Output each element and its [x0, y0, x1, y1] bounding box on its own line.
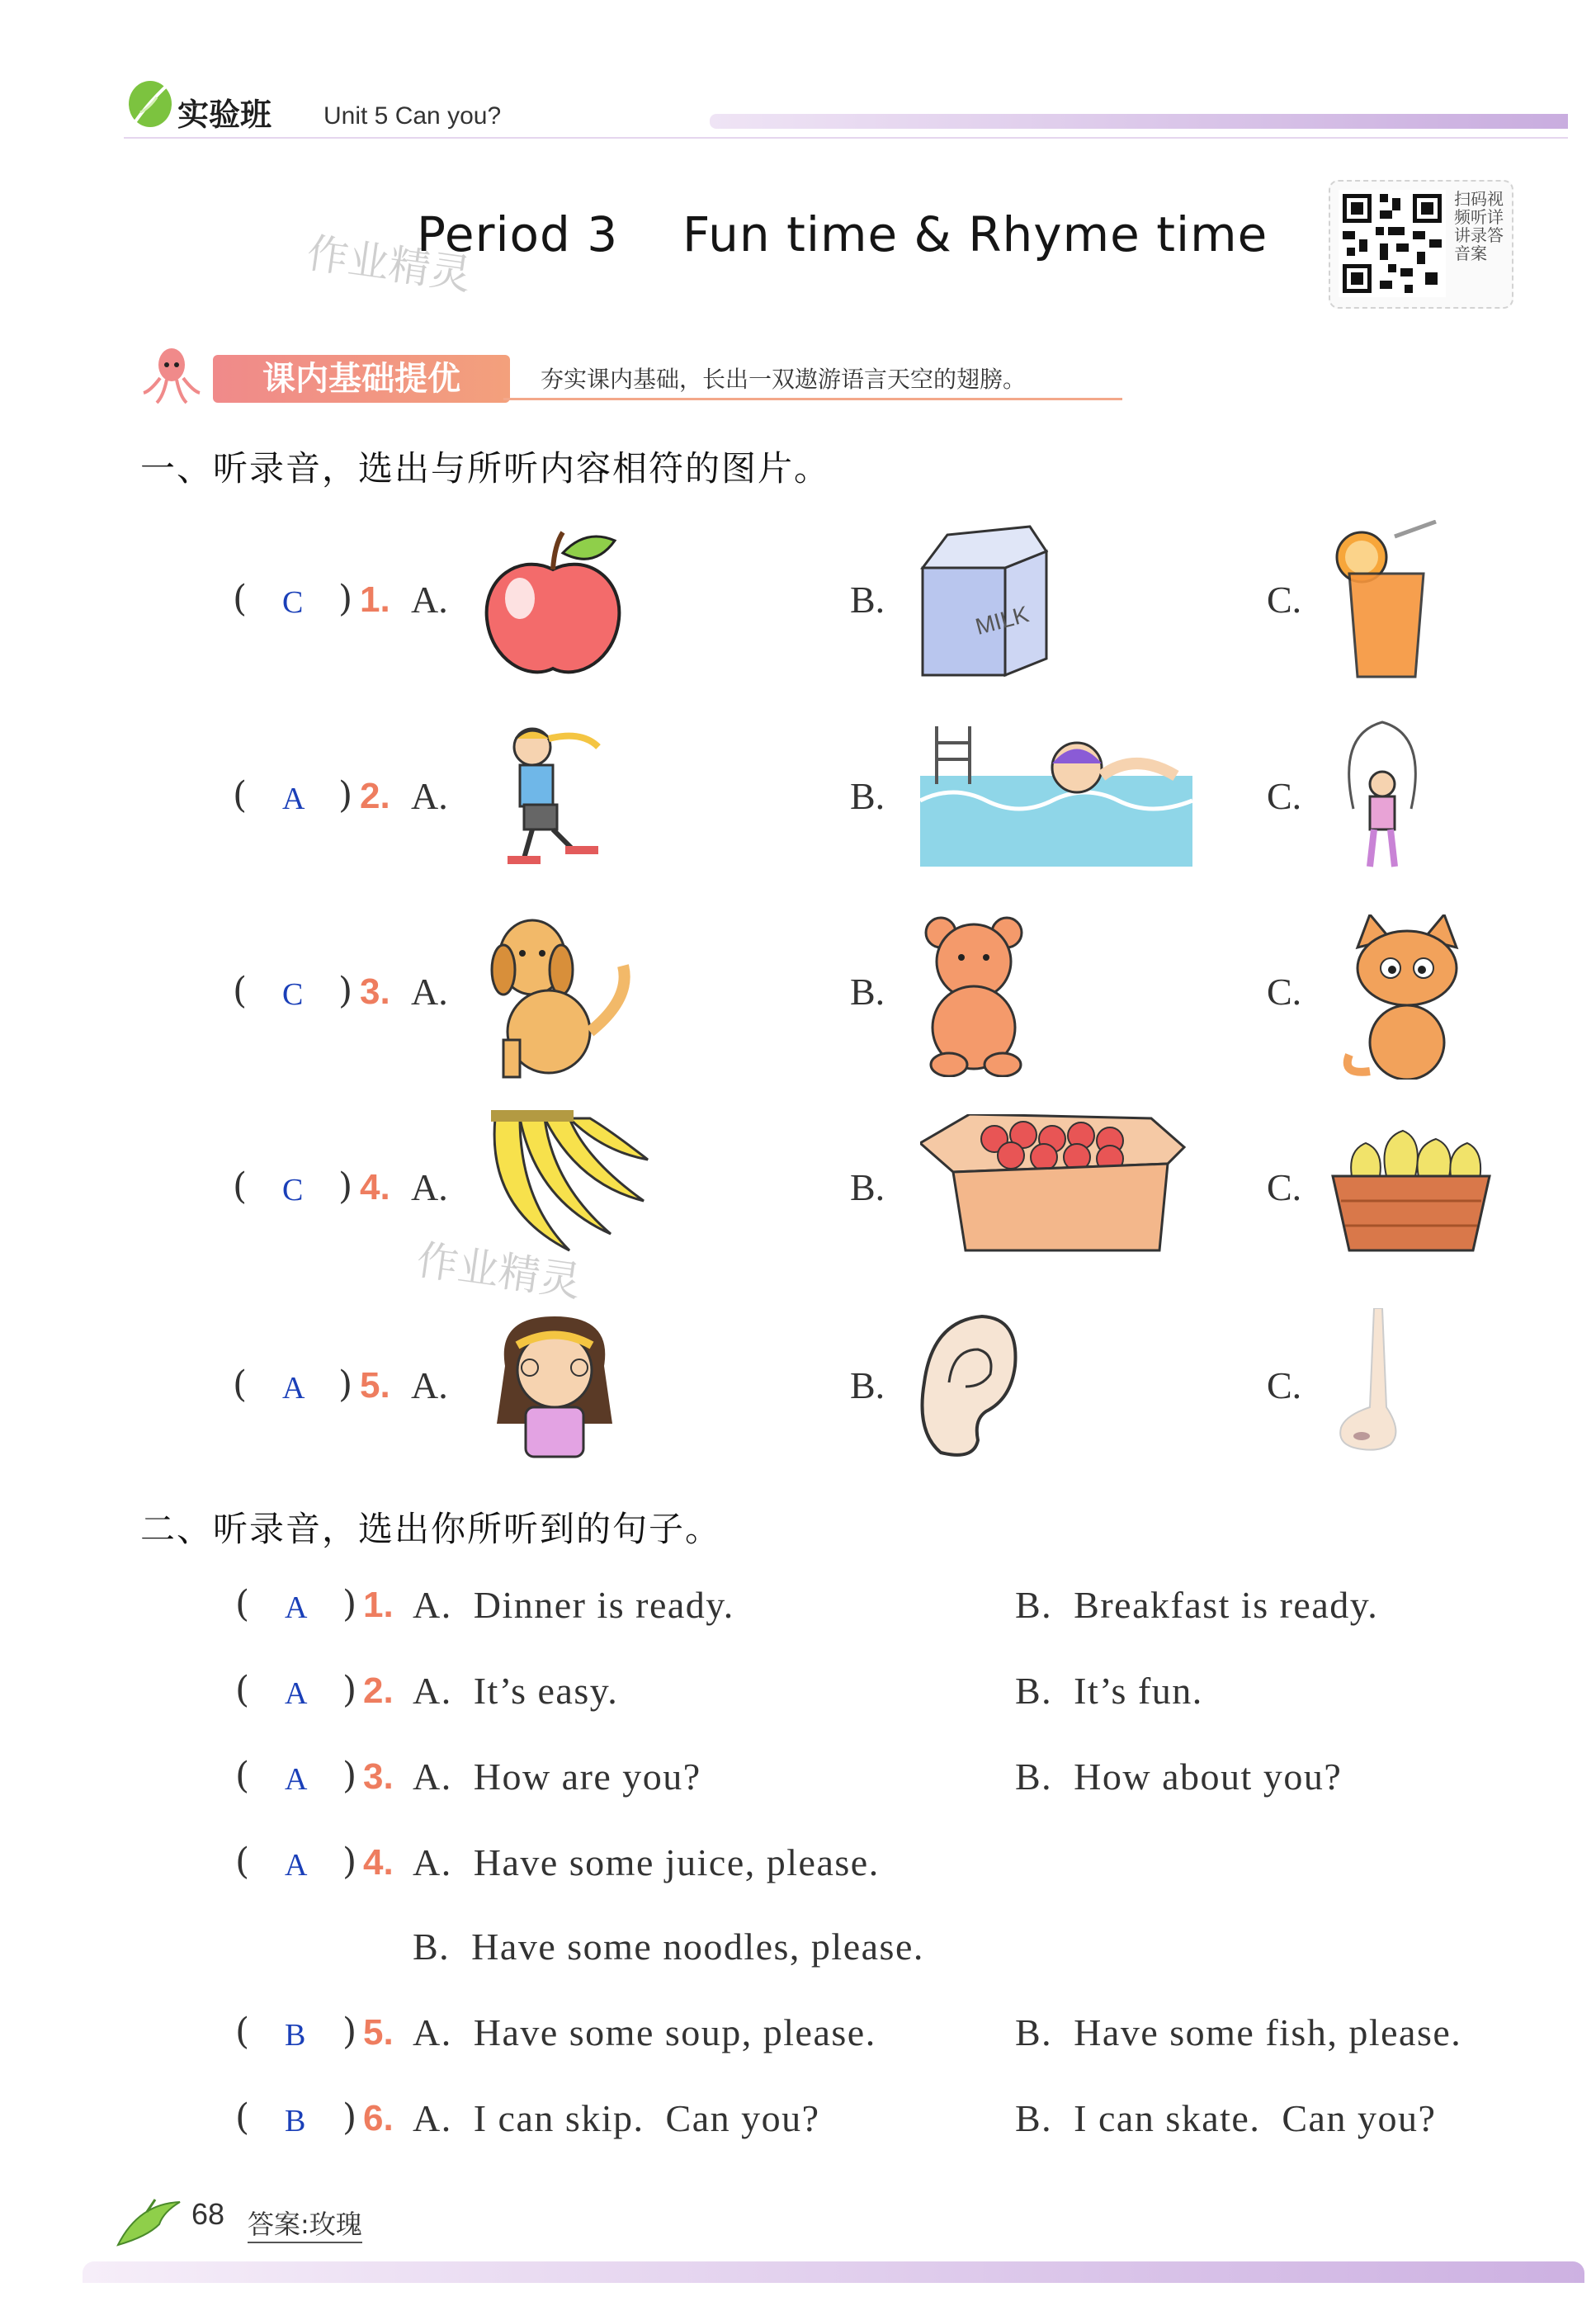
bananas-icon	[487, 1110, 652, 1259]
option-b-sentence: B. Have some fish, please.	[1015, 2011, 1462, 2053]
svg-text:MILK: MILK	[972, 601, 1032, 640]
close-paren: )	[342, 1755, 357, 1797]
option-a-label: A.	[411, 1166, 448, 1208]
option-c-label: C.	[1267, 1166, 1302, 1208]
qr-caption: 扫码视频听详讲录答音案	[1454, 189, 1504, 263]
question-number: 1.	[360, 579, 390, 620]
close-paren: )	[342, 1669, 357, 1711]
leaf-logo-icon	[124, 78, 175, 130]
qr-panel[interactable]	[1329, 180, 1513, 309]
ear-icon	[916, 1308, 1023, 1465]
question-number: 5.	[360, 1365, 390, 1406]
girl-touching-eyes-icon	[480, 1308, 629, 1465]
header-band	[710, 114, 1568, 129]
option-b-sentence: B. Breakfast is ready.	[1015, 1584, 1379, 1626]
option-a-label: A.	[411, 775, 448, 817]
question-number: 6.	[363, 2098, 394, 2138]
option-b-sentence: B. How about you?	[1015, 1755, 1343, 1798]
open-paren: (	[233, 774, 248, 816]
rope-skipping-girl-icon	[1337, 718, 1428, 883]
open-paren: (	[235, 1755, 250, 1797]
teddy-bear-icon	[916, 912, 1048, 1077]
option-b-label: B.	[850, 1364, 885, 1406]
close-paren: )	[342, 2096, 357, 2138]
brand-name: 实验班	[177, 97, 272, 133]
qr-code-icon[interactable]	[1339, 190, 1446, 297]
squid-mascot-icon	[139, 345, 205, 408]
watermark: 作业精灵	[413, 1236, 584, 1307]
question-number: 3.	[363, 1756, 394, 1797]
option-b-label: B.	[850, 579, 885, 621]
option-a-sentence: A. Have some soup, please.	[413, 2011, 876, 2053]
answer-4[interactable]: C	[282, 1173, 304, 1207]
answer-3[interactable]: C	[282, 977, 304, 1012]
option-c-label: C.	[1267, 775, 1302, 817]
box-of-apples-icon	[920, 1114, 1192, 1255]
header-divider	[124, 137, 1568, 139]
page-title: Period 3 Fun time & Rhyme time	[417, 206, 1268, 262]
answer-6[interactable]: B	[285, 2104, 306, 2138]
close-paren: )	[338, 970, 353, 1012]
answer-5[interactable]: A	[282, 1371, 305, 1406]
answer-1[interactable]: C	[282, 585, 304, 620]
close-paren: )	[338, 1165, 353, 1207]
question-number: 4.	[363, 1842, 394, 1883]
orange-juice-icon	[1329, 520, 1444, 685]
watermark: 作业精灵	[304, 229, 475, 300]
question-number: 1.	[363, 1585, 394, 1625]
option-a-sentence: A. How are you?	[413, 1755, 701, 1798]
open-paren: (	[233, 970, 248, 1012]
section-banner: 课内基础提优	[213, 355, 510, 403]
answer-1[interactable]: A	[285, 1590, 308, 1625]
option-a-label: A.	[411, 579, 448, 621]
open-paren: (	[233, 1363, 248, 1406]
cat-icon	[1341, 914, 1473, 1080]
part1-heading: 一、听录音，选出与所听内容相符的图片。	[140, 448, 831, 489]
part2-heading: 二、听录音，选出你所听到的句子。	[140, 1509, 722, 1549]
close-paren: )	[338, 578, 353, 620]
unit-label: Unit 5 Can you?	[323, 102, 502, 130]
dog-icon	[475, 908, 648, 1081]
open-paren: (	[235, 2011, 250, 2053]
footer-answer: 答案:玫瑰	[248, 2204, 362, 2243]
question-number: 3.	[360, 971, 390, 1012]
open-paren: (	[233, 578, 248, 620]
page-number: 68	[191, 2197, 225, 2231]
close-paren: )	[342, 1841, 357, 1883]
swimming-boy-icon	[920, 726, 1192, 867]
question-number: 4.	[360, 1167, 390, 1207]
basket-of-pears-icon	[1329, 1110, 1494, 1259]
option-b-sentence: B. Have some noodles, please.	[413, 1926, 924, 1968]
option-a-sentence: A. Have some juice, please.	[413, 1841, 880, 1883]
option-b-sentence: B. I can skate. Can you?	[1015, 2097, 1437, 2139]
apple-icon	[470, 520, 635, 685]
option-b-label: B.	[850, 775, 885, 817]
close-paren: )	[342, 1583, 357, 1625]
open-paren: (	[235, 1583, 250, 1625]
option-a-sentence: A. Dinner is ready.	[413, 1584, 734, 1626]
question-number: 2.	[360, 776, 390, 816]
option-b-sentence: B. It’s fun.	[1015, 1670, 1203, 1712]
answer-3[interactable]: A	[285, 1762, 308, 1797]
option-a-label: A.	[411, 1364, 448, 1406]
option-a-label: A.	[411, 971, 448, 1013]
question-number: 5.	[363, 2012, 394, 2053]
option-a-sentence: A. It’s easy.	[413, 1670, 619, 1712]
close-paren: )	[338, 1363, 353, 1406]
open-paren: (	[235, 1841, 250, 1883]
option-a-sentence: A. I can skip. Can you?	[413, 2097, 820, 2139]
option-c-label: C.	[1267, 579, 1302, 621]
open-paren: (	[233, 1165, 248, 1207]
answer-4[interactable]: A	[285, 1848, 308, 1883]
close-paren: )	[342, 2011, 357, 2053]
dolphin-icon	[114, 2195, 188, 2253]
option-c-label: C.	[1267, 971, 1302, 1013]
answer-2[interactable]: A	[285, 1676, 308, 1711]
answer-2[interactable]: A	[282, 782, 305, 816]
skating-girl-icon	[475, 714, 640, 879]
nose-icon	[1333, 1308, 1407, 1465]
answer-5[interactable]: B	[285, 2018, 306, 2053]
question-number: 2.	[363, 1670, 394, 1711]
section-underline	[503, 398, 1122, 400]
open-paren: (	[235, 1669, 250, 1711]
option-c-label: C.	[1267, 1364, 1302, 1406]
milk-carton-icon	[914, 518, 1055, 683]
open-paren: (	[235, 2096, 250, 2138]
option-b-label: B.	[850, 971, 885, 1013]
footer-band	[83, 2261, 1584, 2283]
section-subtitle: 夯实课内基础，长出一双遨游语言天空的翅膀。	[541, 366, 1027, 393]
option-b-label: B.	[850, 1166, 885, 1208]
close-paren: )	[338, 774, 353, 816]
